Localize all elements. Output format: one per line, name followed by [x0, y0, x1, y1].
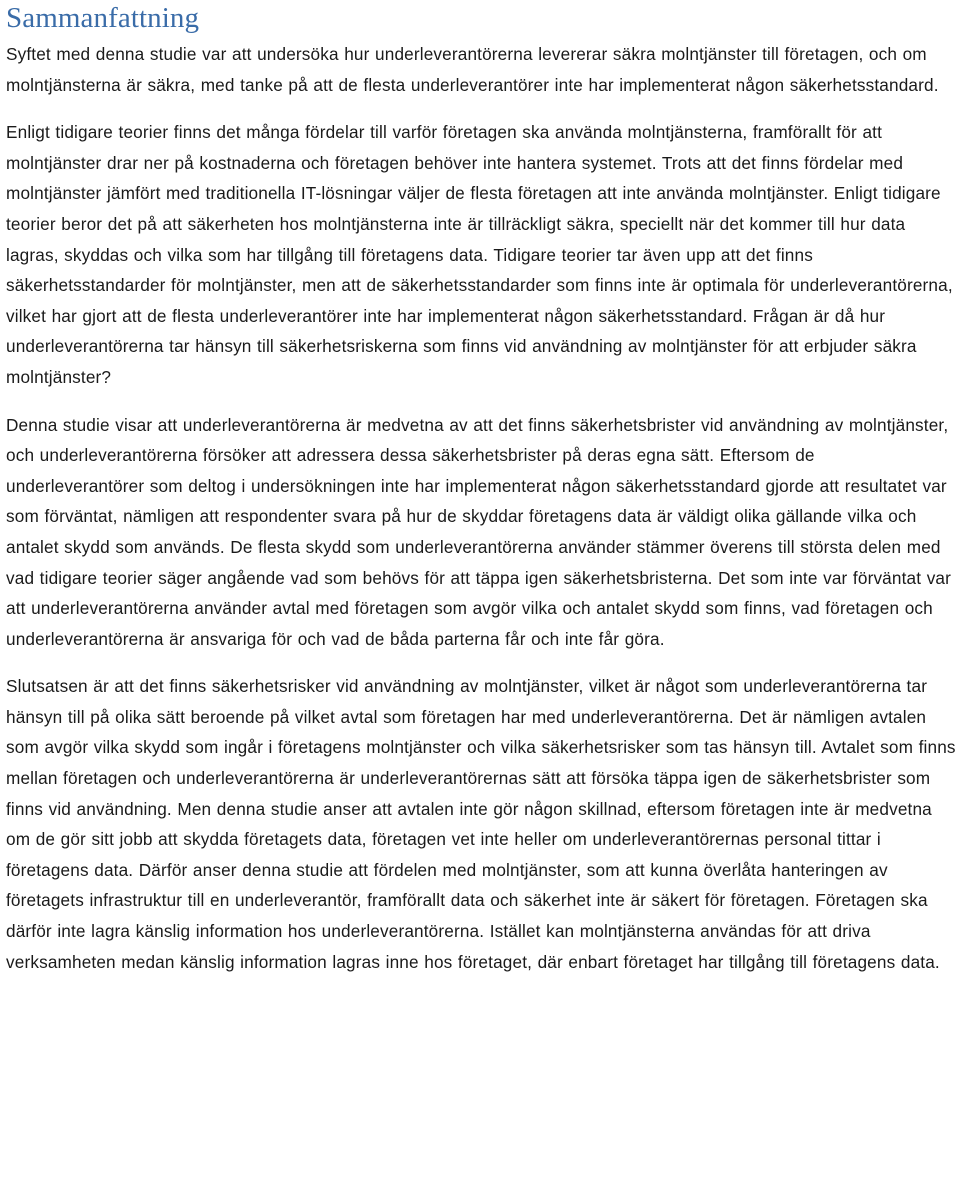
paragraph-background: Enligt tidigare teorier finns det många fördelar till varför företagen ska använda molntjänsterna, framförallt för att molntjänster drar ner på kostnaderna och företagen behöver inte hantera systemet. Trots att det finns fördelar med molntjänster jämfört med traditionella IT-lösningar väljer de flesta företagen att inte använda molntjänster. Enligt tidigare teorier beror det på att säkerheten hos molntjänsterna inte är tillräckligt säkra, speciellt när det kommer till hur data lagras, skyddas och vilka som har tillgång till företagens data. Tidigare teorier tar även upp att det finns säkerhetsstandarder för molntjänster, men att de säkerhetsstandarder som finns inte är optimala för underleverantörerna, vilket har gjort att de flesta underleverantörer inte har implementerat någon säkerhetsstandard. Frågan är då hur underleverantörerna tar hänsyn till säkerhetsriskerna som finns vid användning av molntjänster för att erbjuder säkra molntjänster?: [6, 122, 953, 387]
paragraph-results: Denna studie visar att underleverantörerna är medvetna av att det finns säkerhetsbrister vid användning av molntjänster, och underleverantörerna försöker att adressera dessa säkerhetsbrister på deras egna sätt. Eftersom de underleverantörer som deltog i undersökningen inte har implementerat någon säkerhetsstandard gjorde att resultatet var som förväntat, nämligen att respondenter svara på hur de skyddar företagens data är väldigt olika gällande vilka och antalet skydd som används. De flesta skydd som underleverantörerna använder stämmer överens till största delen med vad tidigare teorier säger angående vad som behövs för att täppa igen säkerhetsbristerna. Det som inte var förväntat var att underleverantörerna använder avtal med företagen som avgör vilka och antalet skydd som finns, vad företagen och underleverantörerna är ansvariga för och vad de båda parterna får och inte får göra.: [6, 414, 952, 649]
paragraph-purpose: Syftet med denna studie var att undersöka hur underleverantörerna levererar säkra molntjänster till företagen, och om molntjänsterna är säkra, med tanke på att de flesta underleverantörer inte har implementerat någon säkerhetsstandard.: [6, 44, 939, 95]
page-title: Sammanfattning: [6, 2, 200, 34]
paragraph-conclusion: Slutsatsen är att det finns säkerhetsrisker vid användning av molntjänster, vilket är något som underleverantörerna tar hänsyn till på olika sätt beroende på vilket avtal som företagen har med underleverantörerna. Det är nämligen avtalen som avgör vilka skydd som ingår i företagens molntjänster och vilka säkerhetsrisker som tas hänsyn till. Avtalet som finns mellan företagen och underleverantörerna är underleverantörernas sätt att försöka täppa igen de säkerhetsbrister som finns vid användning. Men denna studie anser att avtalen inte gör någon skillnad, eftersom företagen inte är medvetna om de gör sitt jobb att skydda företagets data, företagen vet inte heller om underleverantörernas personal tittar i företagens data. Därför anser denna studie att fördelen med molntjänster, som att kunna överlåta hanteringen av företagets infrastruktur till en underleverantör, framförallt data och säkerhet inte är säkert för företagen. Företagen ska därför inte lagra känslig information hos underleverantörerna. Istället kan molntjänsterna användas för att driva verksamheten medan känslig information lagras inne hos företaget, där enbart företaget har tillgång till företagens data.: [6, 676, 956, 972]
document-page: [6, 0, 956, 977]
